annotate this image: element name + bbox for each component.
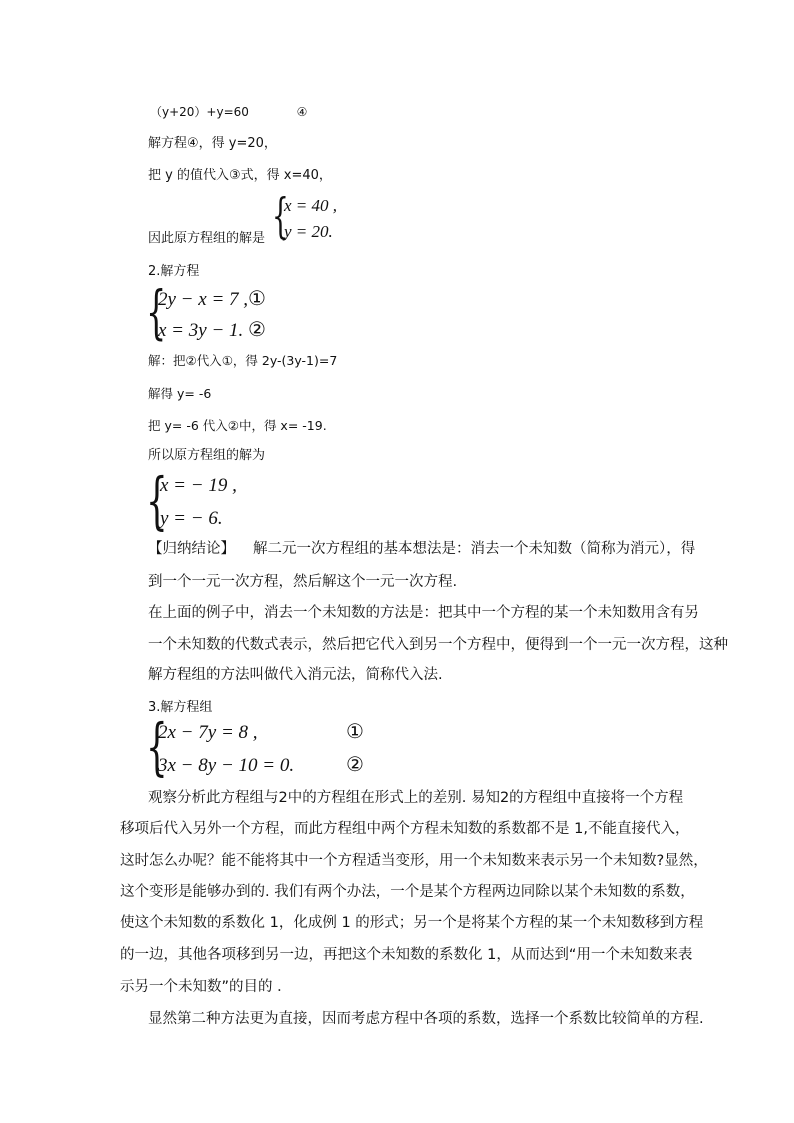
problem-2-equation-1	[158, 287, 266, 311]
problem-2-eq1-text: 2y − x = 7 ,	[158, 289, 249, 310]
solution-1-y: y = 20.	[284, 222, 333, 241]
problem-2-eq2-marker: ②	[248, 317, 266, 341]
problem-3-eq2-marker: ②	[346, 752, 364, 776]
analysis-line-6: 的一边，其他各项移到另一边，再把这个未知数的系数化 1，从而达到“用一个未知数来表	[120, 947, 693, 963]
answer-label-2: 所以原方程组的解为	[148, 448, 266, 463]
problem-2-eq1-marker: ①	[248, 286, 266, 310]
system-brace: {	[146, 464, 168, 537]
system-brace: {	[146, 278, 167, 346]
equation-4-line	[150, 104, 307, 120]
paragraph-2-line-1: 在上面的例子中，消去一个未知数的方法是：把其中一个方程的某一个未知数用含有另	[148, 605, 699, 621]
analysis-line-3: 这时怎么办呢？能不能将其中一个方程适当变形，用一个未知数来表示另一个未知数?显然，	[120, 853, 708, 869]
conclusion-heading: 【归纳结论】	[148, 541, 235, 557]
final-remark: 显然第二种方法更为直接，因而考虑方程中各项的系数，选择一个系数比较简单的方程.	[148, 1011, 704, 1027]
solution-1-x: x = 40 ,	[284, 196, 338, 215]
equation-4-text: （y+20）+y=60	[150, 105, 249, 119]
conclusion-line-2: 到一个一元一次方程，然后解这个一元一次方程.	[148, 574, 458, 590]
problem-3-title: 3.解方程组	[148, 700, 213, 715]
solve-equation-4: 解方程④，得 y=20，	[148, 136, 277, 151]
system-brace: {	[272, 188, 289, 244]
problem-3-eq1-marker: ①	[346, 719, 364, 743]
system-brace: {	[146, 710, 168, 783]
paragraph-2-line-3: 解方程组的方法叫做代入消元法，简称代入法.	[148, 667, 443, 683]
problem-2-step-2: 解得 y= -6	[148, 386, 212, 401]
paragraph-2-line-2: 一个未知数的代数式表示，然后把它代入到另一个方程中，便得到一个一元一次方程，这种	[148, 637, 728, 653]
solution-2-y: y = − 6.	[160, 508, 223, 529]
problem-2-title: 2.解方程	[148, 264, 200, 279]
conclusion-line-1	[148, 540, 695, 558]
conclusion-text-1: 解二元一次方程组的基本想法是：消去一个未知数（简称为消元），得	[253, 541, 696, 557]
equation-4-marker: ④	[296, 105, 308, 119]
analysis-line-1: 观察分析此方程组与2中的方程组在形式上的差别. 易知2的方程组中直接将一个方程	[148, 790, 684, 806]
analysis-line-5: 使这个未知数的系数化 1，化成例 1 的形式；另一个是将某个方程的某一个未知数移到方程	[120, 915, 704, 931]
problem-3-equation-1: 2x − 7y = 8 ,	[158, 722, 258, 743]
problem-3-equation-2: 3x − 8y − 10 = 0.	[158, 755, 295, 776]
solution-2-x: x = − 19 ,	[160, 475, 237, 496]
analysis-line-2: 移项后代入另外一个方程，而此方程组中两个方程未知数的系数都不是 1,不能直接代入，	[120, 821, 690, 837]
problem-2-equation-2	[158, 318, 266, 342]
problem-2-eq2-text: x = 3y − 1.	[158, 320, 244, 341]
substitute-y-line: 把 y 的值代入③式，得 x=40，	[148, 168, 332, 183]
problem-2-step-1: 解：把②代入①，得 2y-(3y-1)=7	[148, 353, 338, 368]
answer-label-1: 因此原方程组的解是	[148, 231, 266, 246]
analysis-line-7: 示另一个未知数”的目的 ．	[120, 979, 292, 995]
problem-2-step-3: 把 y= -6 代入②中，得 x= -19.	[148, 418, 327, 433]
analysis-line-4: 这个变形是能够办到的. 我们有两个办法，一个是某个方程两边同除以某个未知数的系数，	[120, 884, 695, 900]
